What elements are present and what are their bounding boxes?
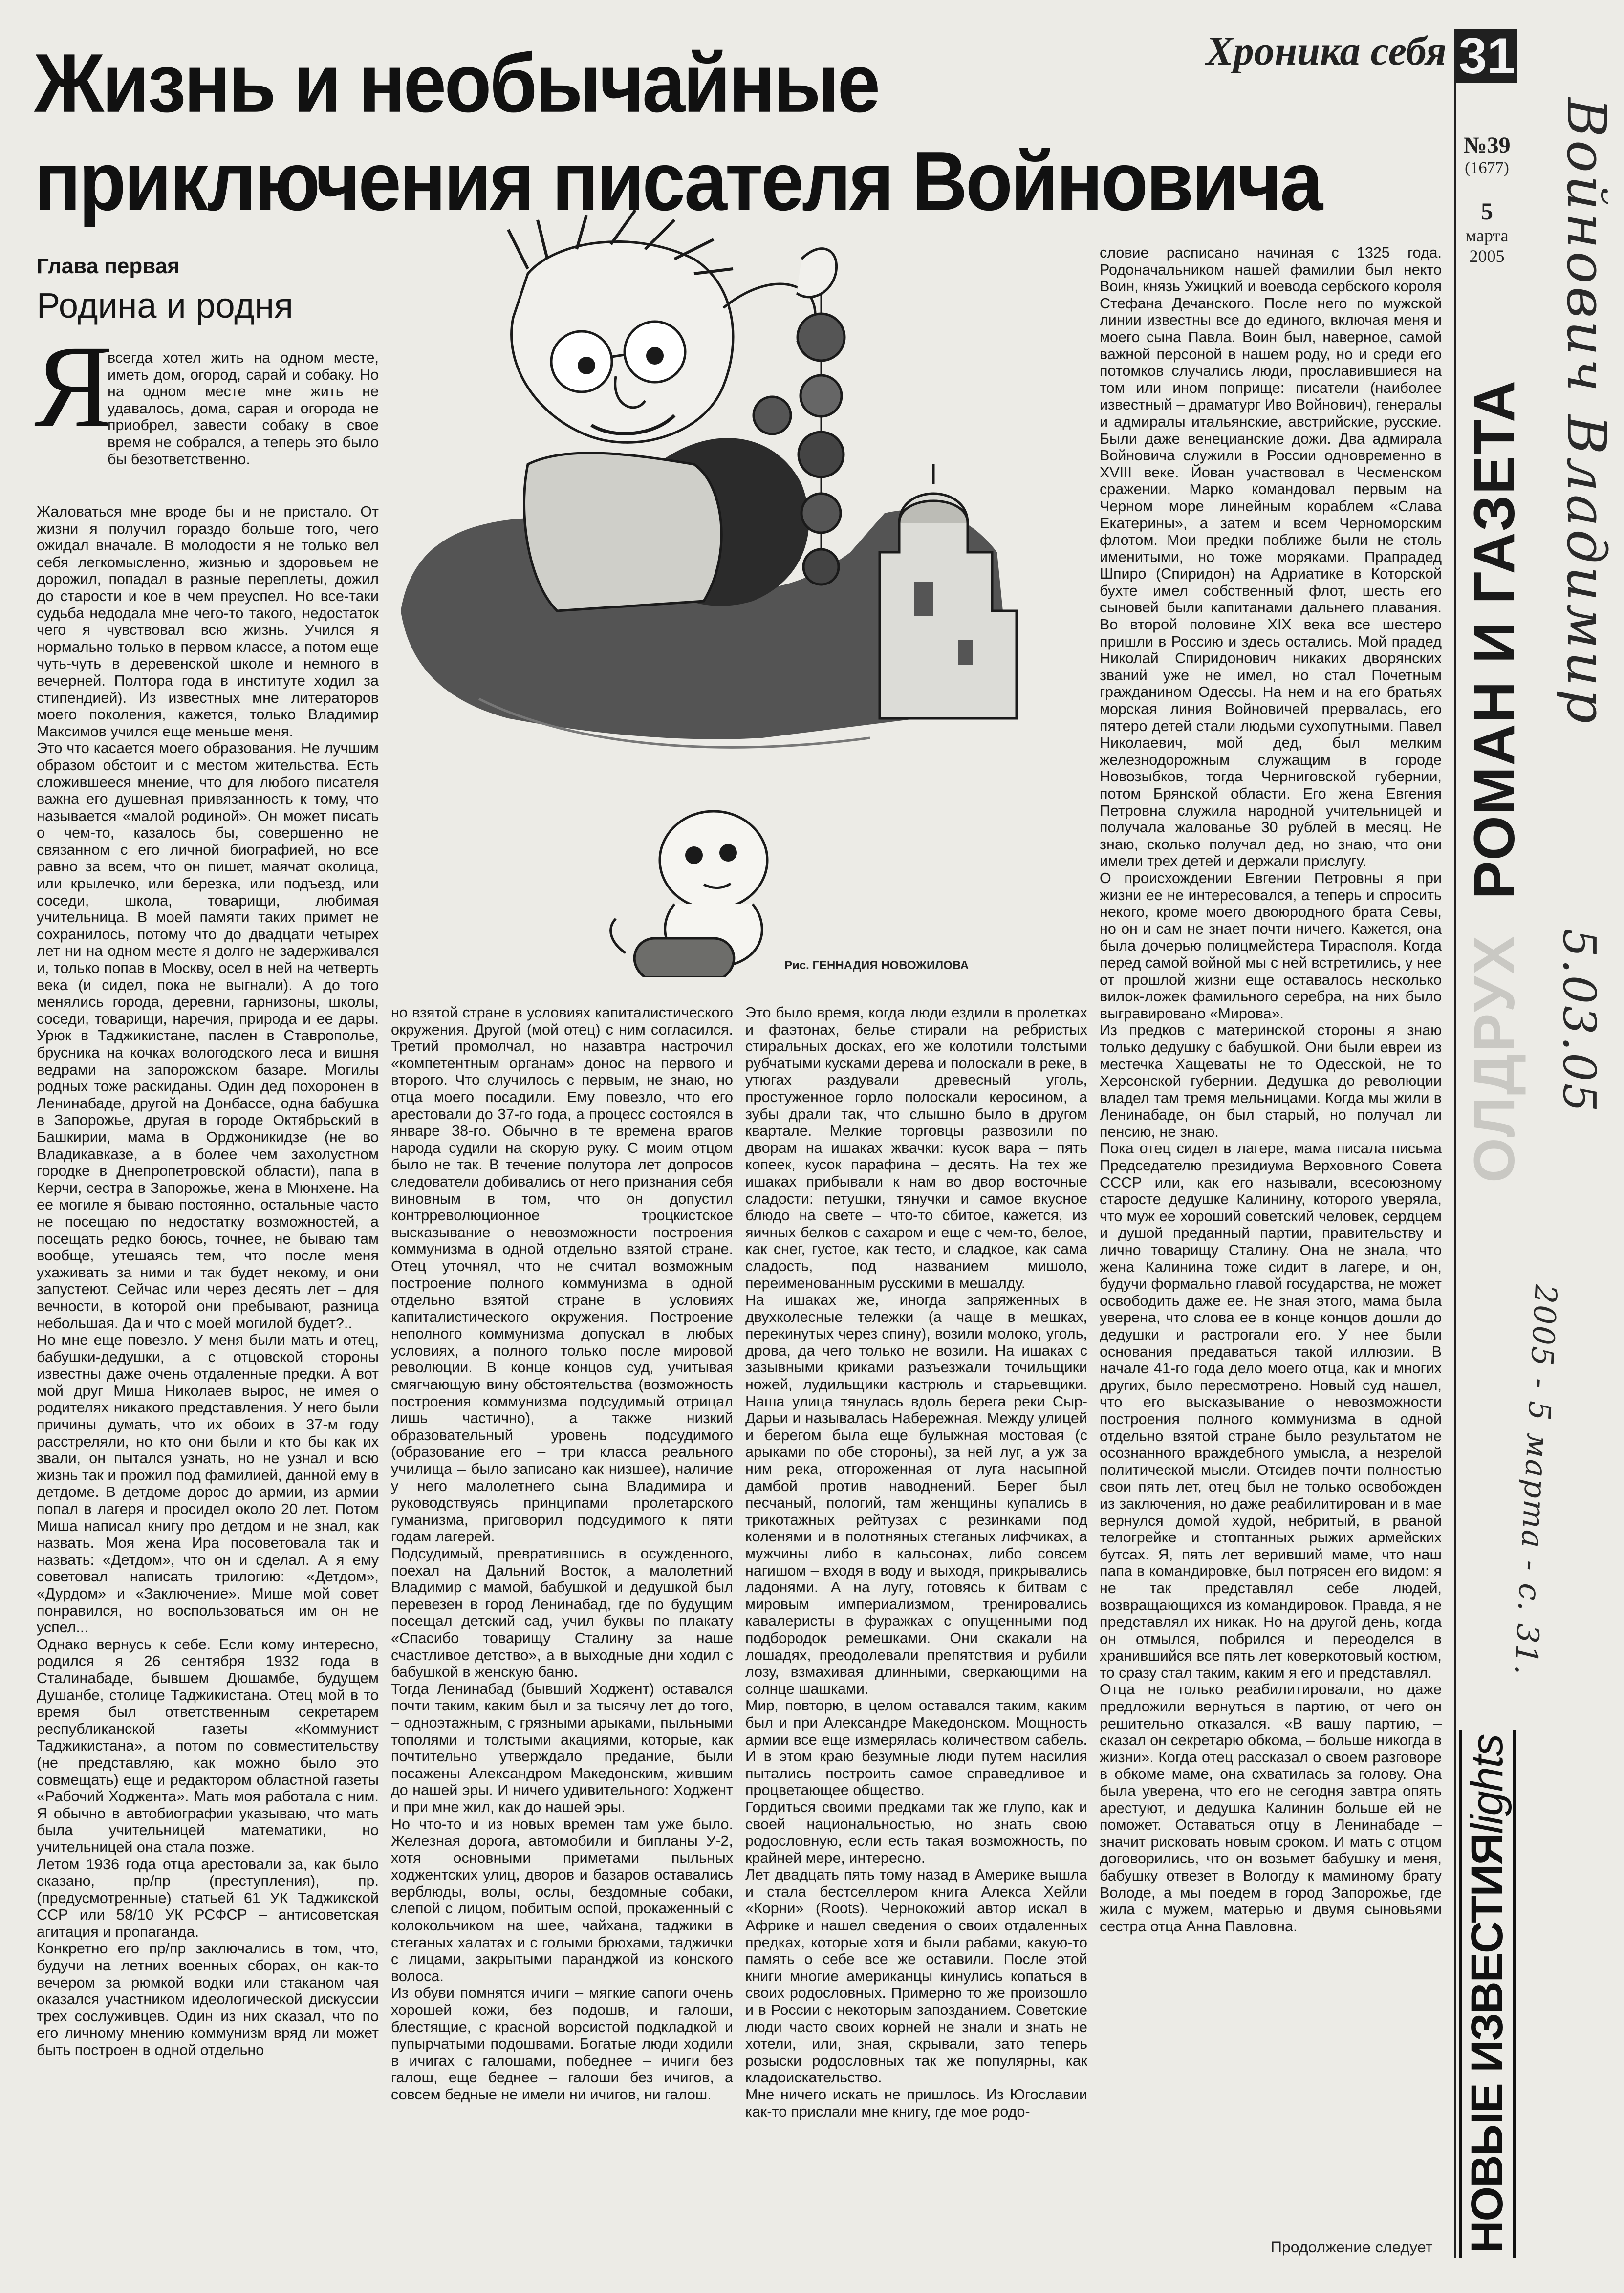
article-column-1: [37, 503, 379, 2258]
paragraph: Из предков с материнской стороны я знаю только дедушку с бабушкой. Они были евреи из местечка Хащеваты не то Одесской, не то Херсонской губернии. Дедушка до революции владел там тремя мельницами. Когда мы жили в Ленинабаде, он был старый, но получал ли пенсию, не знаю.: [1100, 1022, 1442, 1140]
article-column-2: [391, 1004, 733, 2255]
paragraph: Гордиться своими предками так же глупо, как и своей национальностью, но знать свою родословную, если есть такая возможность, по крайней мере, интересно.: [745, 1798, 1087, 1866]
headline-line-2: приключения писателя Войновича: [34, 135, 1321, 228]
issue-day: 5: [1481, 197, 1493, 225]
headline-line-1: Жизнь и необычайные: [34, 37, 879, 130]
paragraph: Лет двадцать пять тому назад в Америке вышла и стала бестселлером книга Алекса Хейли «Корни» (Roots). Чернокожий автор искал в Африке и нашел сведения о своих отдаленных предках, которые хотя и были рабами, какую-то память о себе все же оставили. После этой книги многие американцы кинулись копаться в своих родословных. Примерно то же произошло и в России с некоторым запозданием. Советские люди часто своих корней не знали и знать не хотели, или, зная, скрывали, зато теперь розыски родословных так же популярны, как кладоискательство.: [745, 1866, 1087, 2086]
paragraph: Тогда Ленинабад (бывший Ходжент) оставался почти таким, каким был и за тысячу лет до того, – одноэтажным, с грязными арыками, пыльными тополями и толстыми акациями, которые, как почтительно утверждало предание, были посажены Александром Македонским, жившим до нашей эры. И ничего удивительного: Ходжент и при мне жил, как до нашей эры.: [391, 1680, 733, 1816]
section-title: РОМАН И ГАЗЕТА: [1462, 379, 1527, 899]
paragraph: словие расписано начиная с 1325 года. Родоначальником нашей фамилии был некто Воин, князь Ужицкий и воевода сербского короля Стефана Дечанского. После него по мужской линии известны все до единого, включая меня и моего сына Павла. Воин был, наверное, самой важной персоной в нашем роду, но и среди его потомков случались люди, прославившиеся на том или ином поприще: писатели (наиболее известный – драматург Иво Войнович), генералы и адмиралы итальянские, австрийские, русские. Были даже венецианские дожи. Два адмирала Войновича служили в России одновременно в XVIII веке. Йован участвовал в Чесменском сражении, Марко командовал первым на Черном море линейным кораблем «Слава Екатерины», а затем и всем Черноморским флотом. Мои предки поближе были не столь именитыми, но тоже моряками. Прапрадед Шпиро (Спиридон) на Адриатике в Которской бухте имел собственный флот, шесть его сыновей были капитанами дальнего плавания. Во второй половине XIX века все шестеро пришли в Россию и здесь остались. Мой прадед Николай Спиридонович никаких дворянских званий уже не имел, но стал Почетным гражданином Одессы. На нем и на его братьях морская линия Войновичей прервалась, его пятеро детей стали людьми сухопутными. Павел Николаевич, мой дед, был мелким железнодорожным служащим в городе Новозыбков, тогда Черниговской губернии, потом Брянской области. Его жена Евгения Петровна служила народной учительницей и получала жалованье 30 рублей в месяц. Не знаю, сколько получал дед, но знаю, что они имели трех детей и держали прислугу.: [1100, 244, 1442, 870]
chapter-subtitle: Родина и родня: [37, 286, 293, 325]
issue-info: [1456, 132, 1517, 266]
paragraph: Конкретно его пр/пр заключались в том, что, будучи на летних военных сборах, он как-то вечером за рюмкой водки или стаканом чая оказался участником идеологической дискуссии трех сослуживцев. Один из них сказал, что по его личному мнению коммунизм вряд ли может быть построен в одной отдельно: [37, 1940, 379, 2059]
intro-paragraph: всегда хотел жить на одном месте, иметь дом, огород, сарай и собаку. Но на одном месте мне жить не удавалось, дома, сарая и огорода не приобрел, завести собаку в свое время не собрался, а теперь это было бы безответственно.: [108, 349, 379, 468]
paragraph: Жаловаться мне вроде бы и не пристало. От жизни я получил гораздо больше того, чего ожидал вначале. В молодости я не только вел себя легкомысленно, жизнью и здоровьем не дорожил, попадал в разные переплеты, дожил до старости и кое в чем преуспел. Но все-таки судьба недодала мне чего-то такого, недостаток чего я чувствовал всю жизнь. Учился я нормально только в первом классе, а потом еще чуть-чуть в деревенской школе и немного в вечерней. Полтора года в институте ходил за стипендией). Из известных мне литераторов моего поколения, кажется, только Владимир Максимов учился еще меньше меня.: [37, 503, 379, 740]
paragraph: но взятой стране в условиях капиталистического окружения. Другой (мой отец) с ним согласился. Третий промолчал, но назавтра настрочил «компетентным органам» донос на первого и второго. Что случилось с первым, не знаю, но отца моего посадили. Ему повезло, что его арестовали до 37-го года, а процесс состоялся в январе 38-го. Обычно в те времена врагов народа судили на скорую руку. С моим отцом было не так. В течение полутора лет допросов следователи добивались от него признания себя виновным в том, что он допустил контрреволюционное троцкистское высказывание о невозможности построения коммунизма в одной отдельно взятой стране. Отец уточнял, что не считал возможным построение полного коммунизма в одной отдельно взятой стране в условиях капиталистического окружения. Построение неполного коммунизма допускал в любых условиях, а полного только после мировой революции. В конце концов суд, учитывая смягчающую вину обстоятельства (возможность построения коммунизма подсудимый отрицал лишь частично), а также низкий образовательный уровень подсудимого (образование его – три класса реального училища – было записано как низшее), наличие у него малолетнего сына Владимира и руководствуясь принципами пролетарского гуманизма, приговорил подсудимого к пяти годам лагерей.: [391, 1004, 733, 1545]
drop-cap: Я: [34, 321, 113, 451]
page-number: 31: [1456, 29, 1517, 83]
paragraph: Но мне еще повезло. У меня были мать и отец, бабушки-дедушки, а с отцовской стороны известны даже очень отдаленные предки. А вот мой друг Миша Николаев вырос, не имея о родителях никакого представления. У него были причины думать, что их обоих в 37-м году расстреляли, но кто они были и кто бы как их звали, он пытался узнать, но не узнал и всю жизнь так и прожил под фамилией, данной ему в детдоме. В детдоме дорос до армии, из армии попал в лагеря и просидел около 20 лет. Потом Миша написал книгу про детдом и не знал, как назвать. Моя жена Ира посоветовала так и назвать: «Детдом», что он и сделал. А я ему советовал написать трилогию: «Детдом», «Дурдом» и «Заключение». Мише мой совет понравился, но воспользоваться им он не успел...: [37, 1332, 379, 1636]
section-ghost-text: ОЛДРУХ: [1462, 934, 1527, 1183]
article-intro: [108, 349, 379, 506]
issue-month: марта: [1465, 226, 1509, 245]
paragraph: Мне ничего искать не пришлось. Из Югославии как-то прислали мне книгу, где мое родо-: [745, 2086, 1087, 2120]
newspaper-logo-main: НОВЫЕ ИЗВЕСТИЯ: [1462, 1834, 1512, 2253]
newspaper-logo-suffix: lights: [1462, 1734, 1512, 1834]
article-column-3: [745, 1004, 1087, 2255]
paragraph: Мир, повторю, в целом оставался таким, каким был и при Александре Македонском. Мощность армии все еще измерялась количеством сабель. И в этом краю безумные люди путем насилия пытались построить самое справедливое и процветающее общество.: [745, 1697, 1087, 1799]
newspaper-logo: [1459, 1730, 1516, 2258]
handwritten-author-note: Войнович Владимир: [1555, 98, 1618, 727]
continued-note: Продолжение следует: [1271, 2238, 1433, 2256]
paragraph: Пока отец сидел в лагере, мама писала письма Председателю президиума Верховного Совета СССР или, как его называли, всесоюзному старосте дедушке Калинину, которого уверяла, что муж ее хороший советский человек, сердцем и душой преданный партии, правительству и лично товарищу Сталину. Она не знала, что жена Калинина тоже сидит в лагере, и он, будучи формально главой государства, не может освободить даже ее. Не зная этого, мама была уверена, что слова ее в конце концов дошли до дедушки и растрогали его. У нее были основания предаваться такой иллюзии. В начале 41-го года дело моего отца, как и многих других, было пересмотрено. Новый суд нашел, что его высказывание о невозможности построения полного коммунизма в одной отдельно взятой стране было результатом не осознанного враждебного умысла, а незрелой политической мысли. Отсидев почти полностью свои пять лет, отец был не только освобожден из заключения, но даже реабилитирован и в мае вернулся домой худой, небритый, в рваной телогрейке и стоптанных рыжих армейских бутсах. Я, пять лет веривший маме, что наш папа в командировке, был потрясен его видом: я не так представлял себе людей, возвращающихся из командировок. Правда, я не представлял их никак. Но на другой день, когда он отмылся, побрился и переоделся в хранившийся все пять лет коверкотовый костюм, то сразу стал таким, каким я его и представлял.: [1100, 1140, 1442, 1681]
paragraph: Отца не только реабилитировали, но даже предложили вернуться в партию, от чего он решительно отказался. «В вашу партию, – сказал он секретарю обкома, – больше никогда в жизни». Когда отец рассказал о своем разговоре в обкоме маме, она схватилась за голову. Она была уверена, что его не сегодня завтра опять арестуют, и дедушка Калинин больше ей не поможет. Оставаться отцу в Ленинабаде – значит рисковать новым сроком. И мать с отцом договорились, что он возьмет бабушку и меня, бабушку отвезет в Вологду к маминому брату Володе, а мы поедем в город Запорожье, где жила с мужем, матерью и двумя сыновьями сестра отца Анна Павловна.: [1100, 1681, 1442, 1935]
issue-year: 2005: [1469, 246, 1505, 266]
issue-total: (1677): [1465, 159, 1509, 177]
paragraph: Летом 1936 года отца арестовали за, как было сказано, пр/пр (преступления), пр. (предусмотренные) статьей 61 УК Таджикской ССР или 58/10 УК РСФСР – антисоветская агитация и пропаганда.: [37, 1856, 379, 1940]
paragraph: На ишаках же, иногда запряженных в двухколесные тележки (а чаще в мешках, перекинутых через спину), возили молоко, уголь, дрова, да чего только не возили. На ишаках с зазывными криками разъезжали точильщики ножей, лудильщики кастрюль и старьевщики. Наша улица тянулась вдоль берега реки Сыр-Дарьи и называлась Набережная. Между улицей и берегом была еще булыжная мостовая (с арыками по обе стороны), за ней луг, а уж за ним река, отгороженная от луга насыпной дамбой против наводнений. Берег был песчаный, пологий, там женщины купались в трикотажных рейтузах с резинками под коленями и в полотняных стеганых лифчиках, а мужчины либо в кальсонах, либо совсем нагишом – входя в воду и выходя, прикрывались ладонями. А на лугу, готовясь к битвам с мировым империализмом, тренировались кавалеристы в фуражках с опущенными под подбородок ремешками. Они скакали на лошадях, преодолевали препятствия и рубили лозу, взмахивая длинными, сверкающими на солнце шашками.: [745, 1292, 1087, 1697]
article-column-4: [1100, 244, 1442, 2228]
paragraph: Это что касается моего образования. Не лучшим образом обстоит и с местом жительства. Есть сложившееся мнение, что для любого писателя важна его душевная привязанность к тому, что называется «малой родиной». Он может писать о чем-то, казалось бы, совершенно не связанном с его личной биографией, но все равно за всем, что он пишет, маячат околица, или крылечко, или березка, или подъезд, или соседи, школа, товарищи, любимая учительница. В моей памяти таких примет не сохранилось, потому что до двадцати четырех лет ни на одном месте я долго не задерживался и, только попав в Москву, осел в ней на четверть века (и сидел, пока не выгнали). А до того менялись города, деревни, гарнизоны, школы, соседи, товарищи, наречия, природа и ее дары. Урюк в Таджикистане, паслен в Ставрополье, брусника на кочках вологодского леса и вишня ведрами на запорожском базаре. Могилы родных тоже раскиданы. Один дед похоронен в Ленинабаде, другой на Донбассе, одна бабушка в Запорожье, другая в городе Октябрьский в Башкирии, мама в Орджоникидзе (не во Владикавказе, а в более чем захолустном городке в Днепропетровской области), папа в Керчи, сестра в Запорожье, жена в Мюнхене. На ее могиле я бываю постоянно, остальные часто не посещаю по недостатку возможностей, а посещать редко боюсь, точнее, не бываю там вообще, утешаясь тем, что после меня ухаживать за ними и так будет некому, и они запустеют. Сейчас или через десять лет – для вечности, в которой они пребывают, разница небольшая. Да и что с моей могилой будет?..: [37, 740, 379, 1332]
issue-number: №39: [1463, 132, 1511, 158]
handwritten-source-note: 2005 - 5 марта - с. 31.: [1508, 1283, 1564, 1678]
paragraph: Это было время, когда люди ездили в пролетках и фаэтонах, белье стирали на ребристых стиральных досках, его же колотили толстыми рубчатыми кусками дерева и полоскали в реке, в утюгах раздували древесный уголь, простуженное горло полоскали керосином, а зубы драли так, что слышно было в другом квартале. Мелкие торговцы развозили по дворам на ишаках жвачки: кусок вара – пять копеек, кусок парафина – десять. На тех же ишаках прибывали к нам во двор восточные сладости: петушки, тянучки и самое вкусное блюдо на свете – что-то сбитое, кажется, из яичных белков с сахаром и еще с чем-то, белое, как снег, густое, как тесто, и сладкое, как сама сладость, под названием мишоло, переименованным русскими в мешалду.: [745, 1004, 1087, 1292]
paragraph: Но что-то и из новых времен там уже было. Железная дорога, автомобили и бипланы У-2, хотя основными приметами пыльных ходжентских улиц, дворов и базаров оставались верблюды, волы, ослы, бездомные собаки, слепой с лицом, побитым оспой, прокаженный с колокольчиком на шее, чайхана, таджики в стеганых халатах и с голыми брюхами, таджички с лицами, закрытыми паранджой из конского волоса.: [391, 1816, 733, 1985]
illustration-writer-caricature: [381, 210, 1090, 977]
rubric: Хроника себя: [1206, 28, 1447, 74]
paragraph: Подсудимый, превратившись в осужденного, поехал на Дальний Восток, а малолетний Владимир с мамой, бабушкой и дедушкой был перевезен в город Ленинабад, где по будущим посещал детский сад, учил буквы по плакату «Спасибо товарищу Сталину за наше счастливое детство», а в выходные дни ходил с бабушкой в женскую баню.: [391, 1545, 733, 1681]
paragraph: О происхождении Евгении Петровны я при жизни ее не интересовался, а теперь и спросить некого, кроме моего двоюродного брата Севы, но он и сам не знает почти ничего. Кажется, она была дочерью полицмейстера Тирасполя. Когда перед самой войной мы с ней встретились, у нее от прошлой жизни еще оставалось несколько вилок-ложек фамильного серебра, на них было выгравировано «Мирова».: [1100, 869, 1442, 1022]
illustration-credit: Рис. ГЕННАДИЯ НОВОЖИЛОВА: [784, 959, 969, 972]
handwritten-date-note: 5.03.05: [1553, 929, 1605, 1114]
paragraph: Однако вернусь к себе. Если кому интересно, родился я 26 сентября 1932 года в Сталинабаде, бывшем Дюшамбе, будущем Душанбе, столице Таджикистана. Отец мой в то время был ответственным секретарем республиканской газеты «Коммунист Таджикистана», а потом по совместительству (не представляю, как можно было это совмещать) еще и редактором областной газеты «Рабочий Ходжента». Мать моя работала с ним. Я обычно в автобиографии указываю, что мать была учительницей математики, но учительницей она стала позже.: [37, 1636, 379, 1856]
chapter-label: Глава первая: [37, 254, 180, 278]
paragraph: Из обуви помнятся ичиги – мягкие сапоги очень хорошей кожи, без подошв, и галоши, блестящие, с красной ворсистой подкладкой и пупырчатыми подошвами. Богатые люди ходили в ичигах с галошами, победнее – ичиги без галош, еще беднее – галоши без ичигов, а совсем бедные не имели ни ичигов, ни галош.: [391, 1985, 733, 2103]
